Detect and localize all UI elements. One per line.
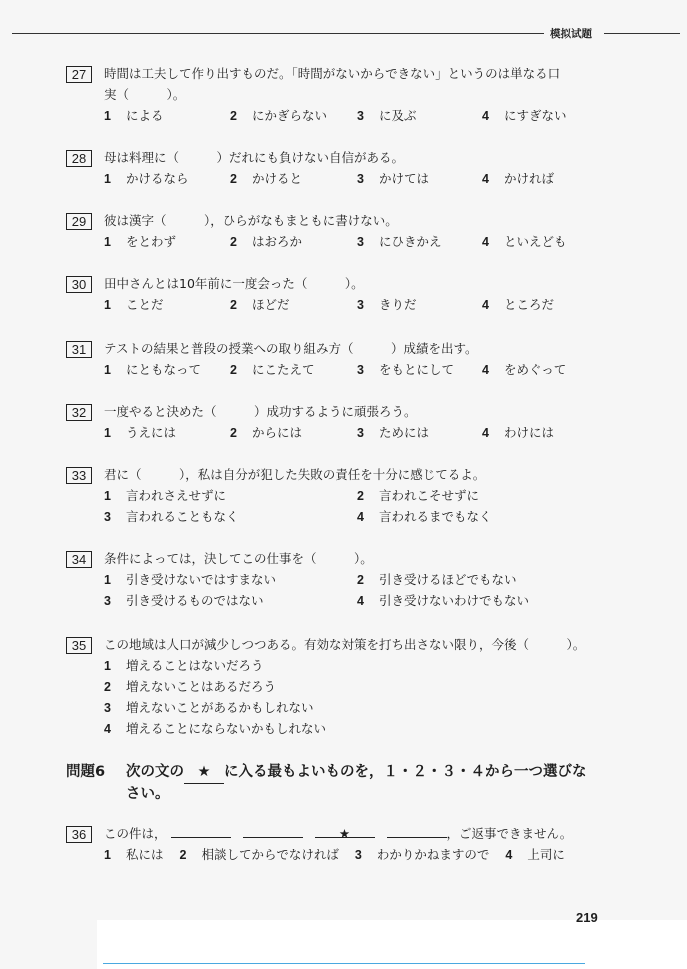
option-number: 3 (357, 235, 364, 249)
stem-text: 君に（ ），私は自分が犯した失敗の責任を十分に感じてるよ。 (104, 467, 486, 482)
question-stem (104, 823, 572, 844)
option-text: ことだ (126, 297, 164, 312)
option-text: はおろか (252, 234, 303, 249)
option-number: 4 (505, 848, 513, 862)
option-number: 4 (357, 594, 364, 608)
option-number: 3 (357, 426, 364, 440)
option-4 (482, 108, 567, 124)
header-rule (604, 33, 680, 34)
option-number: 2 (230, 426, 237, 440)
page-number: 219 (576, 910, 598, 925)
option-number: 1 (104, 573, 111, 587)
option-number: 1 (104, 298, 111, 312)
option-text: 相談してからでなければ (201, 847, 339, 862)
option-text: 言われこそせずに (379, 488, 480, 503)
option-text: かけると (252, 171, 303, 186)
option-text: をめぐって (504, 362, 567, 377)
option-text: かければ (504, 171, 555, 186)
option-text: といえども (504, 234, 567, 249)
option-1 (104, 572, 276, 588)
option-3 (104, 509, 239, 525)
option-text: にかぎらない (252, 108, 328, 123)
stem-text: 一度やると決めた（ ）成功するように頑張ろう。 (104, 404, 417, 419)
divider-line (103, 963, 585, 964)
section-title: 問題6 (66, 764, 106, 780)
option-text: 増えることはないだろう (126, 658, 264, 673)
option-text: 引き受けないわけでもない (379, 593, 530, 608)
question-stem (104, 464, 485, 485)
option-text: ほどだ (252, 297, 290, 312)
question-number: 31 (66, 341, 92, 358)
option-number: 4 (482, 298, 489, 312)
option-text: をもとにして (379, 362, 455, 377)
option-3 (357, 234, 442, 250)
answer-blank (171, 823, 231, 838)
option-2 (104, 679, 276, 695)
option-number: 2 (230, 172, 237, 186)
option-1 (104, 488, 226, 504)
option-number: 3 (104, 510, 111, 524)
option-number: 1 (104, 848, 111, 862)
stem-text: ，ご返事できません。 (446, 826, 573, 841)
option-number: 1 (104, 426, 111, 440)
option-3 (104, 700, 314, 716)
option-4 (482, 362, 566, 378)
option-text: かけるなら (126, 171, 189, 186)
option-number: 1 (104, 172, 111, 186)
option-number: 3 (357, 363, 364, 377)
question-number: 34 (66, 551, 92, 568)
stem-text: この件は， (104, 826, 167, 841)
option-number: 2 (230, 298, 237, 312)
option-text: からには (252, 425, 303, 440)
option-1 (104, 171, 189, 187)
option-4 (482, 297, 554, 313)
option-text: かけては (379, 171, 430, 186)
option-2 (230, 234, 302, 250)
option-text: 言われるまでもなく (379, 509, 492, 524)
question-number: 35 (66, 637, 92, 654)
question-stem (104, 273, 364, 294)
section-text: に入る最もよいものを，１・２・３・４から一つ選びな (224, 764, 587, 780)
option-text: 言われさえせずに (126, 488, 227, 503)
option-number: 4 (482, 426, 489, 440)
section-heading (66, 762, 587, 802)
option-number: 1 (104, 363, 111, 377)
option-2 (230, 108, 327, 124)
option-text: にひきかえ (379, 234, 442, 249)
question-number: 28 (66, 150, 92, 167)
option-text: にともなって (126, 362, 202, 377)
answer-blank (387, 823, 447, 838)
question-stem (104, 401, 417, 422)
option-number: 4 (482, 172, 489, 186)
option-text: に及ぶ (379, 108, 417, 123)
option-text: 上司に (527, 847, 565, 862)
stem-text: 条件によっては，決してこの仕事を（ ）。 (104, 551, 373, 566)
option-1 (104, 108, 164, 124)
option-row (104, 847, 565, 863)
star-blank: ★ (184, 762, 224, 784)
option-2 (230, 297, 290, 313)
option-number: 3 (104, 594, 111, 608)
option-1 (104, 234, 176, 250)
option-3 (357, 297, 417, 313)
option-3 (357, 171, 429, 187)
stem-text: この地域は人口が減少しつつある。有効な対策を打ち出さない限り，今後（ ）。 (104, 637, 586, 652)
question-stem (104, 147, 404, 168)
option-number: 2 (357, 573, 364, 587)
option-text: きりだ (379, 297, 417, 312)
question-stem (104, 210, 398, 231)
stem-text: 時間は工夫して作り出すものだ。「時間がないからできない」というのは単なる口 (104, 66, 561, 81)
option-2 (357, 488, 479, 504)
header-label: 模拟试题 (550, 28, 592, 40)
question-number: 29 (66, 213, 92, 230)
stem-text: 母は料理に（ ）だれにも負けない自信がある。 (104, 150, 405, 165)
section-text: さい。 (126, 786, 170, 802)
option-text: 増えないことはあるだろう (126, 679, 277, 694)
option-4 (482, 234, 567, 250)
option-number: 2 (230, 363, 237, 377)
option-number: 3 (354, 848, 362, 862)
option-number: 3 (357, 172, 364, 186)
section-text: 次の文の (126, 764, 184, 780)
option-4 (482, 425, 554, 441)
option-text: わけには (504, 425, 555, 440)
option-number: 1 (104, 659, 111, 673)
question-number: 36 (66, 826, 92, 843)
option-text: をとわず (126, 234, 177, 249)
stem-text: 田中さんとは10年前に一度会った（ ）。 (104, 276, 364, 291)
stem-text: 彼は漢字（ ），ひらがなもまともに書けない。 (104, 213, 398, 228)
option-text: ところだ (504, 297, 555, 312)
question-number: 30 (66, 276, 92, 293)
option-text: にすぎない (504, 108, 567, 123)
option-3 (357, 425, 429, 441)
option-3 (357, 362, 454, 378)
option-text: 私には (126, 847, 164, 862)
question-number: 32 (66, 404, 92, 421)
option-number: 2 (230, 235, 237, 249)
option-1 (104, 362, 201, 378)
option-number: 4 (482, 363, 489, 377)
question-stem (104, 634, 585, 655)
option-2 (230, 171, 302, 187)
option-number: 1 (104, 489, 111, 503)
question-number: 27 (66, 66, 92, 83)
option-number: 3 (357, 298, 364, 312)
option-number: 4 (482, 109, 489, 123)
option-number: 2 (357, 489, 364, 503)
option-3 (357, 108, 417, 124)
header-rule (12, 33, 544, 34)
option-2 (357, 572, 517, 588)
question-stem (104, 548, 373, 569)
option-1 (104, 425, 176, 441)
option-text: ためには (379, 425, 430, 440)
option-2 (230, 362, 315, 378)
option-3 (104, 593, 264, 609)
option-text: 増えないことがあるかもしれない (126, 700, 314, 715)
option-text: 言われることもなく (126, 509, 239, 524)
option-text: 増えることにならないかもしれない (126, 721, 327, 736)
question-number: 33 (66, 467, 92, 484)
stem-text: テストの結果と普段の授業への取り組み方（ ）成績を出す。 (104, 341, 478, 356)
option-number: 3 (104, 701, 111, 715)
option-number: 4 (482, 235, 489, 249)
option-text: うえには (126, 425, 177, 440)
option-text: わかりかねますので (376, 847, 490, 862)
option-4 (104, 721, 326, 737)
option-text: 引き受けるものではない (126, 593, 264, 608)
option-4 (357, 509, 492, 525)
option-number: 4 (357, 510, 364, 524)
answer-blank-star: ★ (315, 823, 375, 838)
option-text: による (126, 108, 164, 123)
option-text: 引き受けないではすまない (126, 572, 277, 587)
option-2 (230, 425, 302, 441)
option-number: 1 (104, 235, 111, 249)
option-4 (482, 171, 554, 187)
option-text: 引き受けるほどでもない (379, 572, 517, 587)
option-number: 2 (230, 109, 237, 123)
answer-blank (243, 823, 303, 838)
option-1 (104, 658, 264, 674)
option-number: 1 (104, 109, 111, 123)
option-1 (104, 297, 164, 313)
question-stem (104, 338, 478, 359)
option-number: 4 (104, 722, 111, 736)
option-number: 2 (179, 848, 187, 862)
scan-margin (97, 920, 687, 969)
option-4 (357, 593, 529, 609)
stem-text: 実（ ）。 (104, 87, 186, 102)
option-number: 3 (357, 109, 364, 123)
question-stem (104, 63, 560, 105)
option-number: 2 (104, 680, 111, 694)
option-text: にこたえて (252, 362, 315, 377)
